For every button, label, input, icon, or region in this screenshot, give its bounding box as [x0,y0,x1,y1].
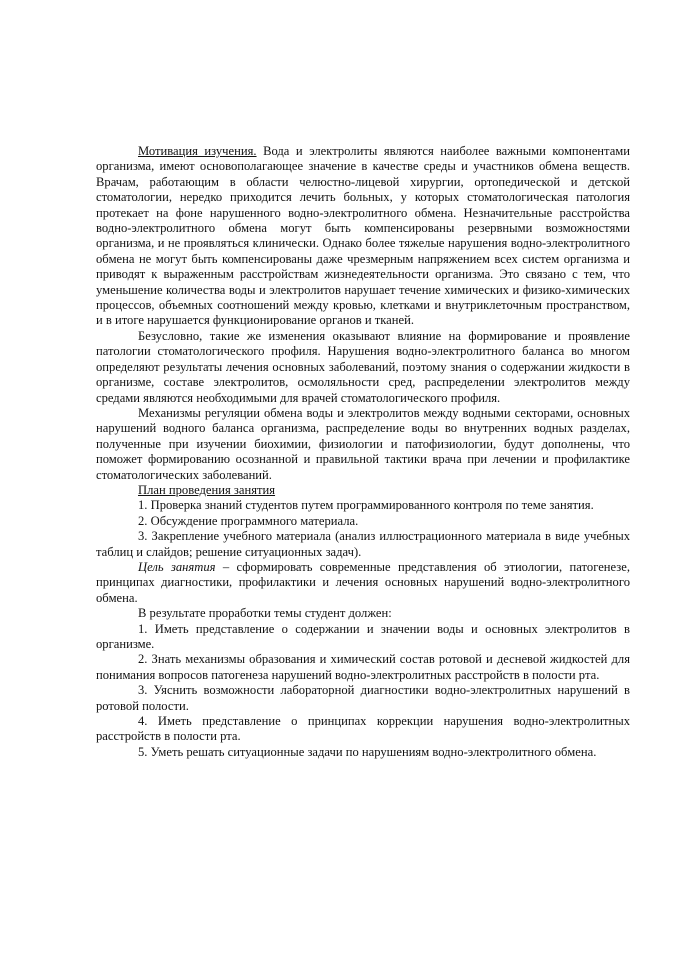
plan-heading [96,483,630,498]
paragraph-3: Механизмы регуляции обмена воды и электролитов между водными секторами, основных нарушений водного баланса организма, распределение воды во внутренних водных разделах, полученные при изучении биохимии, физиологии и патофизиологии, будут дополнены, что поможет формированию осознанной и правильной тактики врача при лечении и профилактике стоматологических заболеваний. [96,405,630,482]
motivation-label: Мотивация изучения. [138,144,257,158]
goal-label: Цель занятия [138,559,216,574]
plan-item-2: 2. Обсуждение программного материала. [138,513,359,528]
motivation-paragraph [96,144,630,329]
plan-item-3: 3. Закрепление учебного материала (анализ иллюстрационного материала в виде учебных таблиц и слайдов; решение ситуационных задач). [96,529,630,559]
outcome-item-2: 2. Знать механизмы образования и химический состав ротовой и десневой жидкостей для понимания вопросов патогенеза нарушений водно-электролитных расстройств в полости рта. [96,652,630,682]
document-page [96,144,630,760]
paragraph-2: Безусловно, такие же изменения оказывают влияние на формирование и проявление патологии стоматологического профиля. Нарушения водно-электролитного баланса во многом определяют результаты лечения основных заболеваний, поэтому знания о содержании жидкости в организме, составе электролитов, осмоляльности сред, распределении электролитов между средами являются необходимыми для врачей стоматологического профиля. [96,328,630,405]
outcome-item-3: 3. Уяснить возможности лабораторной диагностики водно-электролитных нарушений в ротовой полости. [96,683,630,713]
outcome-item-1: 1. Иметь представление о содержании и значении воды и основных электролитов в организме. [96,621,630,651]
goal-text: – сформировать современные представления об этиологии, патогенезе, принципах диагностики, профилактики и лечения основных нарушений водно-электролитного обмена. [96,559,630,605]
outcome-item-4: 4. Иметь представление о принципах коррекции нарушения водно-электролитных расстройств в полости рта. [96,714,630,744]
goal-paragraph [96,560,630,606]
motivation-text: Вода и электролиты являются наиболее важными компонентами организма, имеют основополагающее значение в качестве среды и участников обмена веществ. Врачам, работающим в области челюстно-лицевой хирургии, ортопедической и детской стоматологии, нередко приходится лечить больных, у которых стоматологическая патология протекает на фоне нарушенного водно-электролитного обмена. Незначительные расстройства водно-электролитного обмена могут быть компенсированы резервными возможностями организма, и не проявляться клинически. Однако более тяжелые нарушения водно-электролитного обмена не могут быть компенсированы даже чрезмерным напряжением всех систем организма и приводят к выраженным расстройствам жизнедеятельности организма. Это связано с тем, что уменьшение количества воды и электролитов нарушает течение химических и физико-химических процессов, объемных соотношений между кровью, клетками и внутриклеточным пространством, и в итоге нарушается функционирование органов и тканей. [96,144,630,328]
outcomes-intro: В результате проработки темы студент должен: [138,606,392,621]
outcome-item-5: 5. Уметь решать ситуационные задачи по нарушениям водно-электролитного обмена. [138,744,597,759]
plan-title: План проведения занятия [138,482,276,497]
plan-item-1: 1. Проверка знаний студентов путем программированного контроля по теме занятия. [138,498,594,513]
